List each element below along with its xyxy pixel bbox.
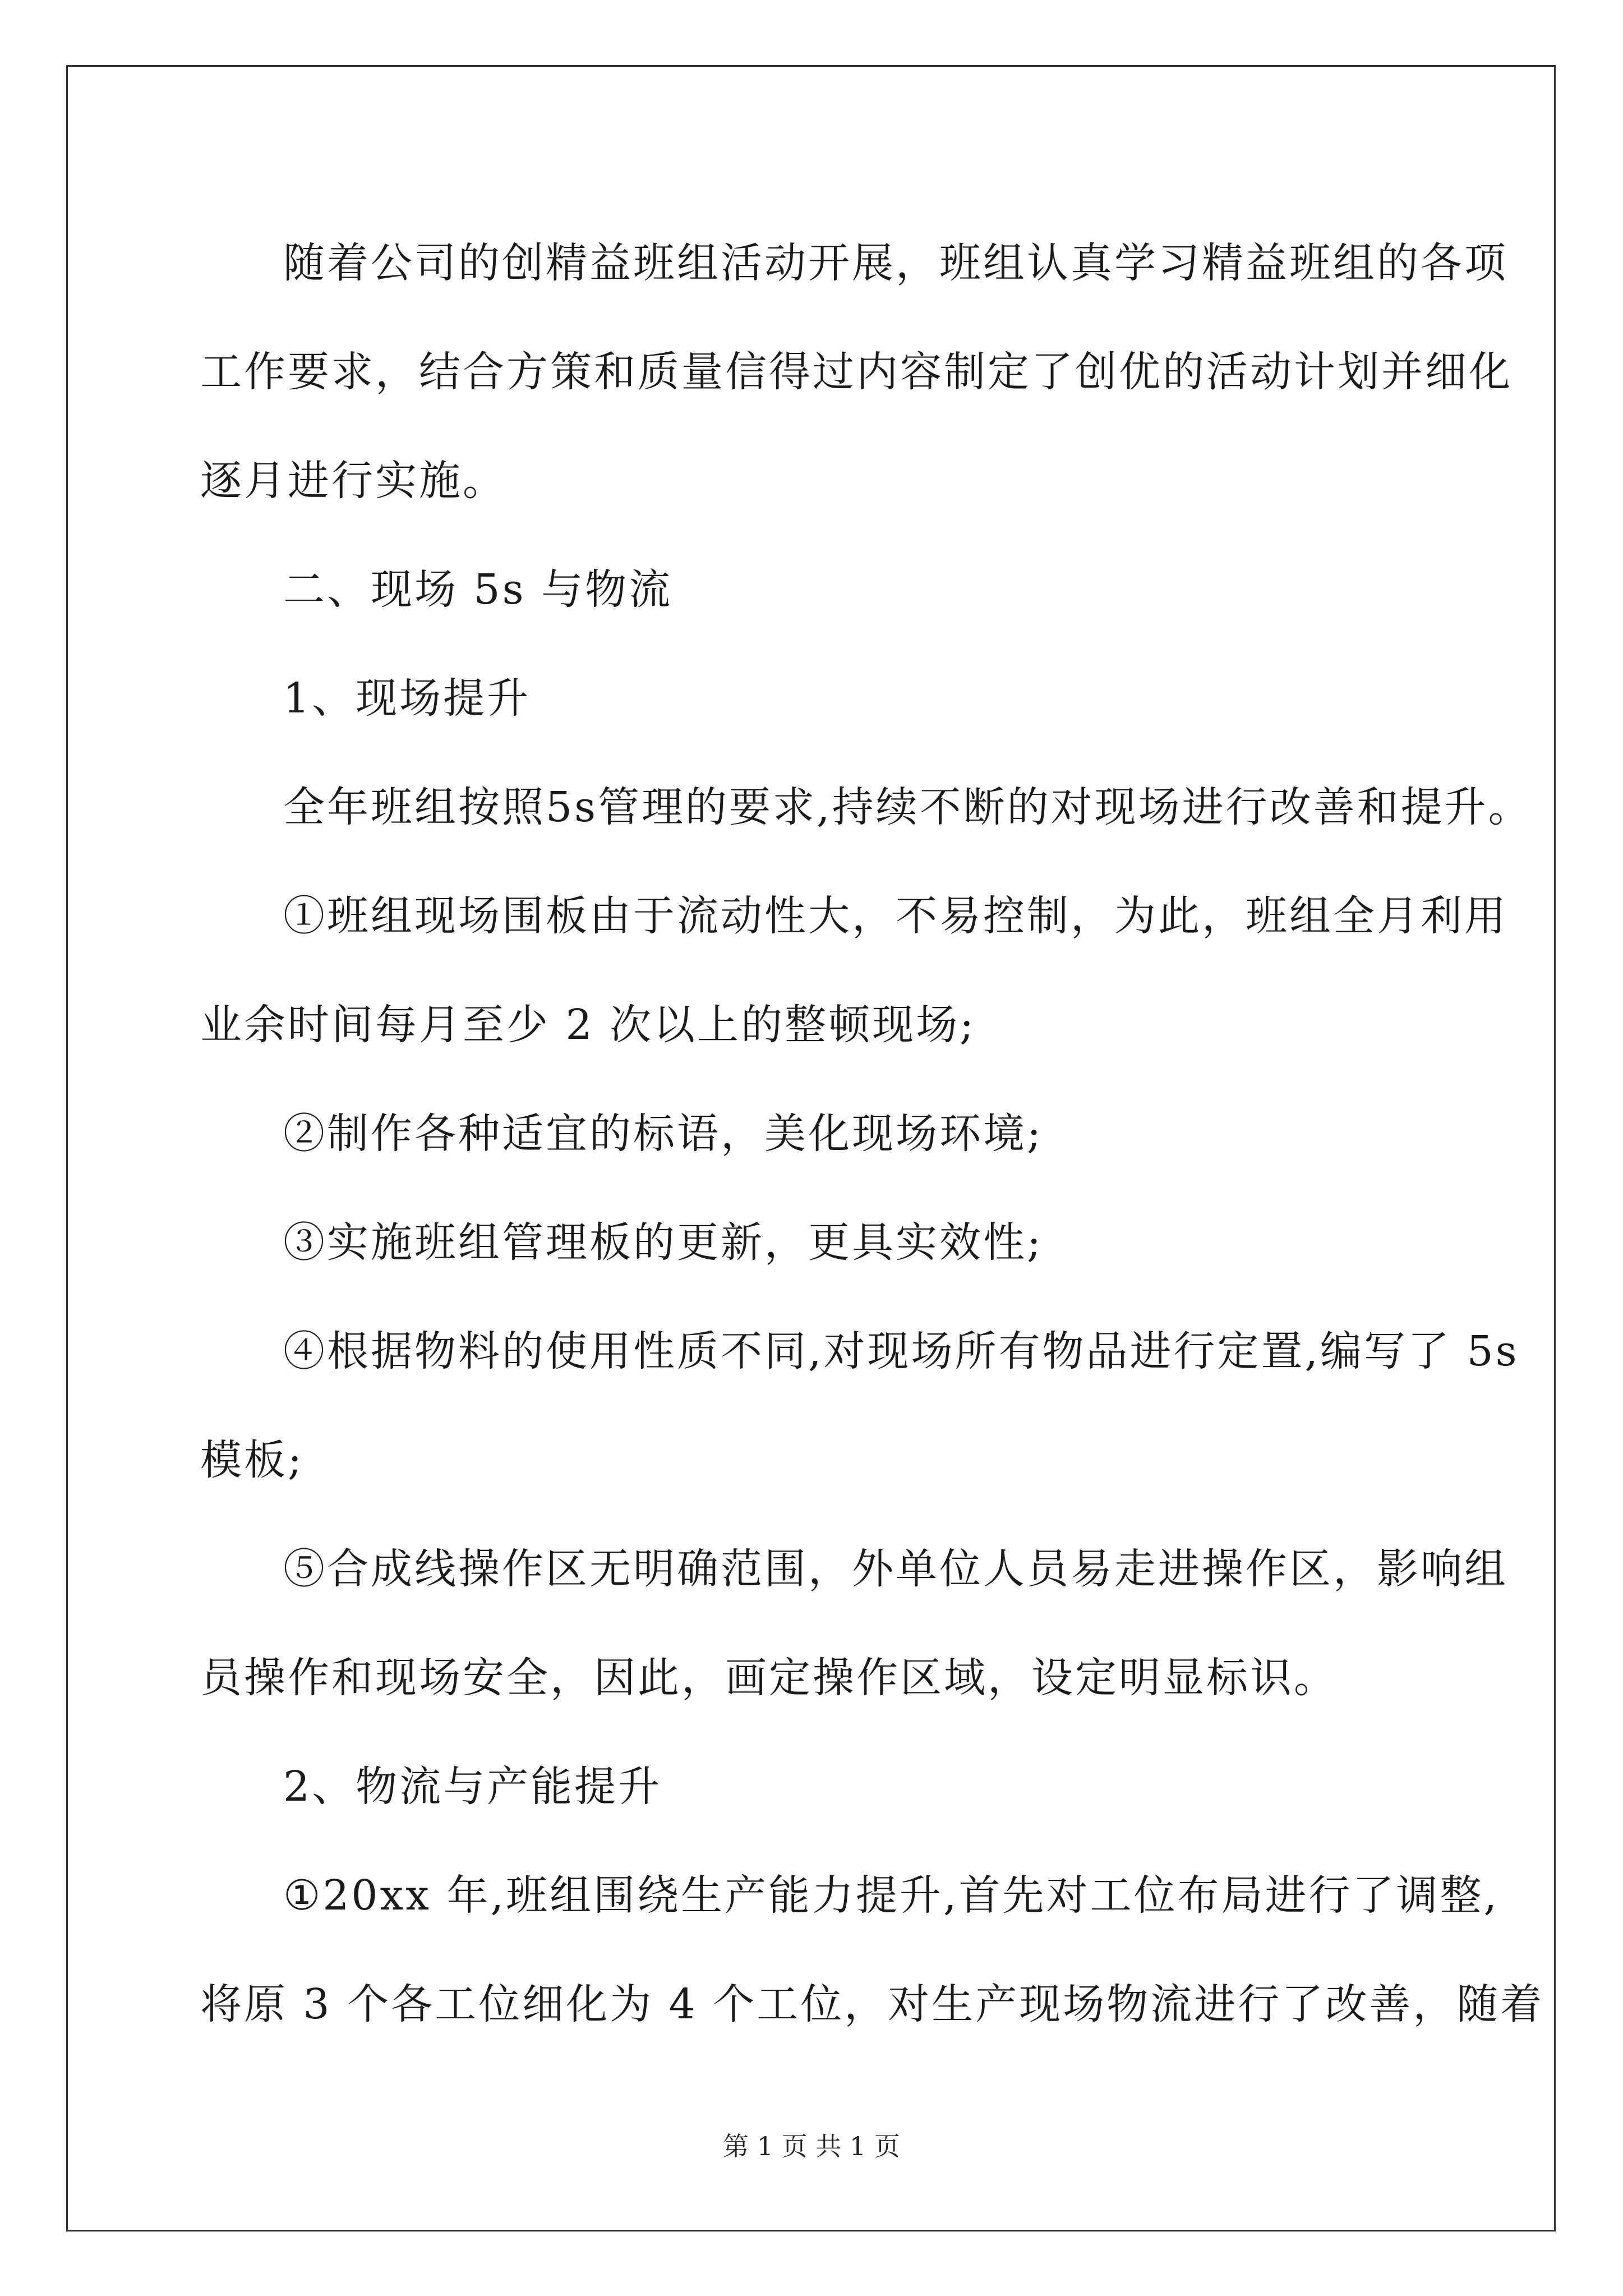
text-line: 2、物流与产能提升 (283, 1763, 662, 1811)
list-item (200, 1079, 1434, 1188)
subsection-heading (200, 1732, 1434, 1841)
text-line: ②制作各种适宜的标语，美化现场环境; (283, 1110, 1043, 1158)
paragraph-summary (200, 753, 1532, 862)
list-item (200, 1841, 1544, 2059)
text-line: ①20xx 年,班组围绕生产能力提升,首先对工位布局进行了调整, (283, 1871, 1500, 1920)
text-line: 业余时间每月至少 2 次以上的整顿现场; (200, 1001, 976, 1049)
text-line: 1、现场提升 (283, 674, 531, 723)
text-line: ④根据物料的使用性质不同,对现场所有物品进行定置,编写了 5s (283, 1327, 1519, 1375)
list-item (200, 1188, 1434, 1297)
text-line: 工作要求，结合方策和质量信得过内容制定了创优的活动计划并细化 (200, 348, 1513, 396)
text-line: ⑤合成线操作区无明确范围，外单位人员易走进操作区，影响组 (283, 1545, 1508, 1593)
text-line: 将原 3 个各工位细化为 4 个工位，对生产现场物流进行了改善，随着 (200, 1980, 1544, 2028)
list-item (200, 1297, 1519, 1515)
text-line: 员操作和现场安全，因此，画定操作区域，设定明显标识。 (200, 1654, 1338, 1702)
text-line: ①班组现场围板由于流动性大，不易控制，为此，班组全月利用 (283, 892, 1508, 940)
text-line: 逐月进行实施。 (200, 457, 506, 505)
text-line: ③实施班组管理板的更新，更具实效性; (283, 1218, 1043, 1267)
list-item (200, 862, 1508, 1079)
list-item (200, 1515, 1508, 1732)
document-body (200, 209, 1544, 2059)
page-footer: 第 1 页 共 1 页 (723, 2131, 900, 2161)
text-line: 全年班组按照5s管理的要求,持续不断的对现场进行改善和提升。 (283, 783, 1532, 831)
subsection-heading (200, 644, 1434, 753)
text-line: 二、现场 5s 与物流 (283, 565, 673, 614)
paragraph-intro (200, 209, 1513, 535)
section-heading (200, 535, 1434, 644)
text-line: 模板; (200, 1436, 304, 1484)
text-line: 随着公司的创精益班组活动开展，班组认真学习精益班组的各项 (283, 239, 1508, 287)
